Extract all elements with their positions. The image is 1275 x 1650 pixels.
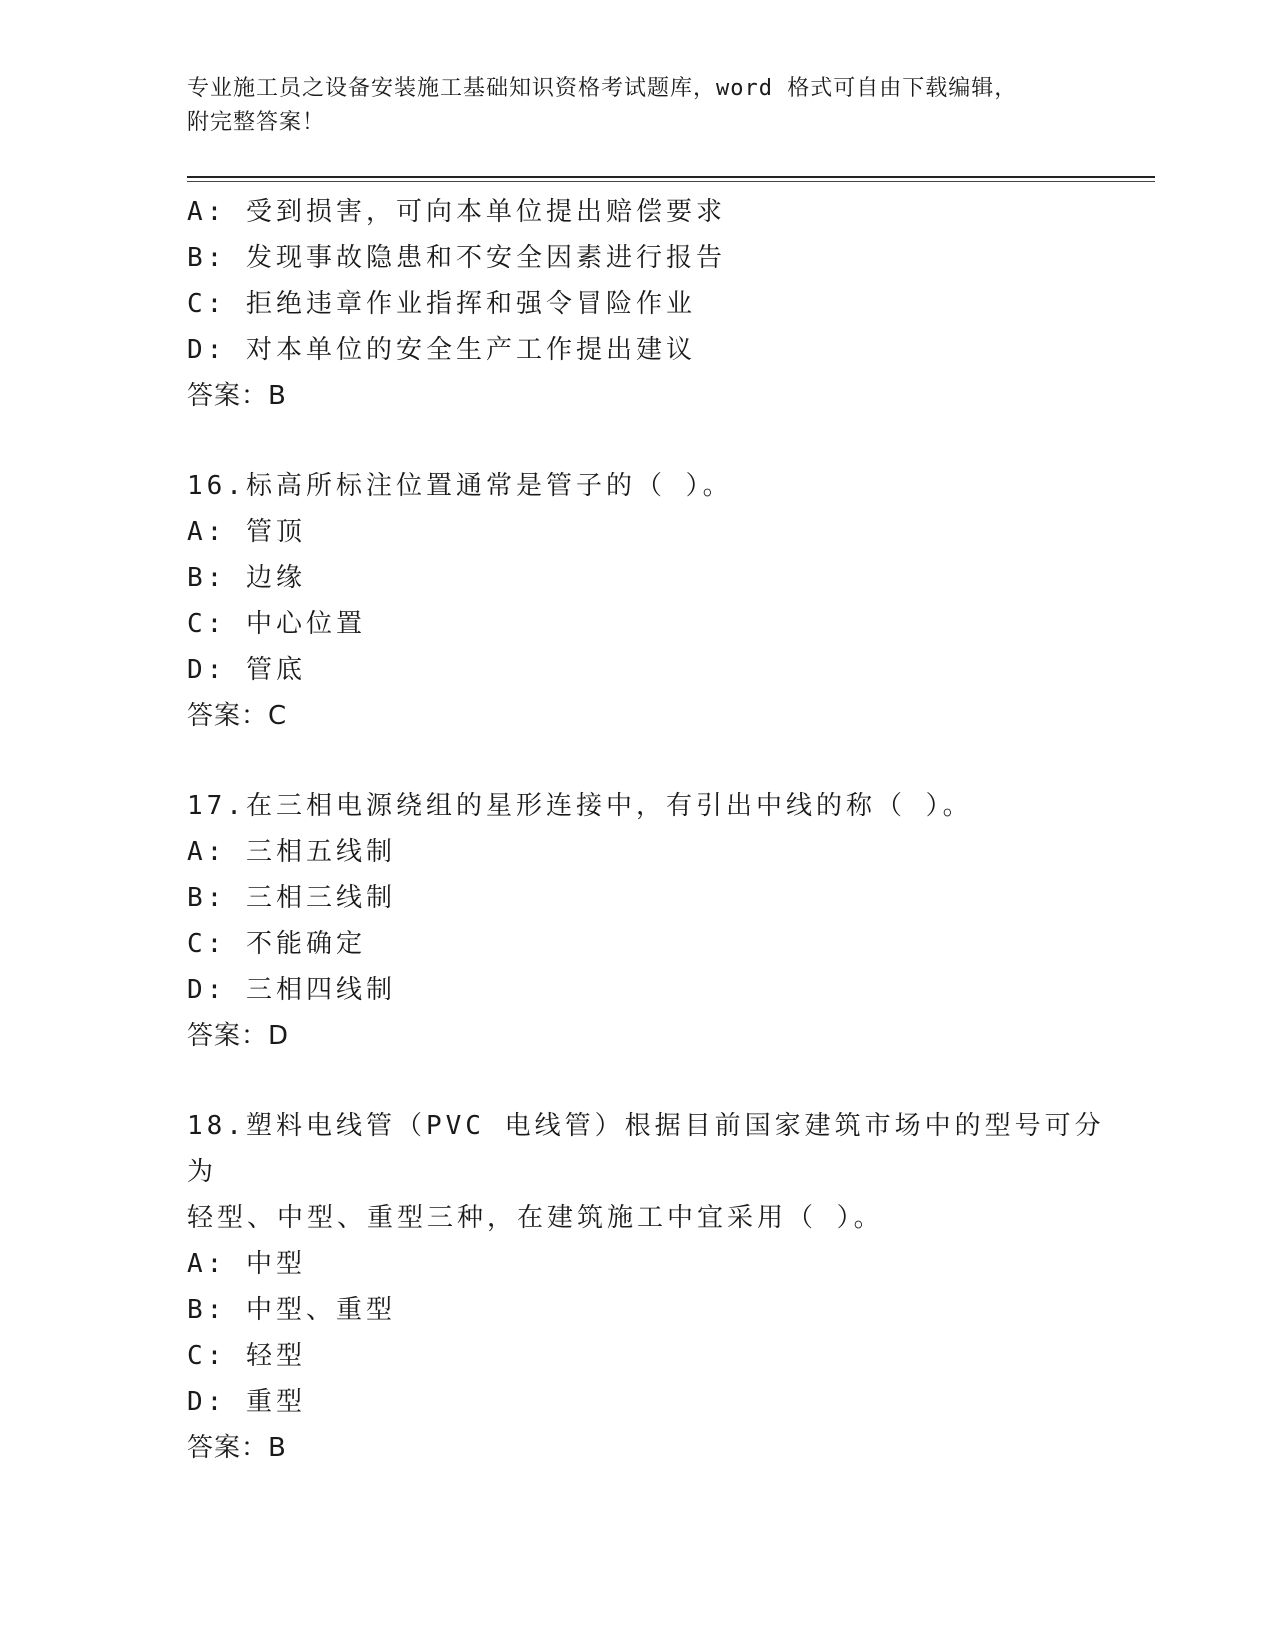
question-list [187,189,1127,1471]
header-divider-thin [187,181,1155,182]
spacer [187,739,1127,783]
question-title: 16.标高所标注位置通常是管子的（ ）。 [187,471,733,501]
header-line-2: 附完整答案！ [187,110,326,135]
answer-line: 答案：D [187,1021,290,1051]
option-b: B: 三相三线制 [187,883,396,913]
option-d: D: 三相四线制 [187,975,396,1005]
spacer [187,419,1127,463]
option-a: A: 管顶 [187,517,306,547]
header-line-1: 专业施工员之设备安装施工基础知识资格考试题库，word 格式可自由下载编辑， [187,76,1018,101]
option-c: C: 不能确定 [187,929,366,959]
document-header [187,72,1067,140]
answer-line: 答案：C [187,701,288,731]
answer-line: 答案：B [187,381,287,411]
question-title-line-1: 18.塑料电线管（PVC 电线管）根据目前国家建筑市场中的型号可分为 [187,1111,1105,1187]
question-15-continued [187,189,1127,419]
option-c: C: 中心位置 [187,609,366,639]
option-c: C: 轻型 [187,1341,306,1371]
option-a: A: 受到损害，可向本单位提出赔偿要求 [187,197,726,227]
option-d: D: 重型 [187,1387,306,1417]
header-divider-thick [187,176,1155,178]
option-b: B: 发现事故隐患和不安全因素进行报告 [187,243,726,273]
option-d: D: 对本单位的安全生产工作提出建议 [187,335,696,365]
option-b: B: 中型、重型 [187,1295,396,1325]
option-a: A: 三相五线制 [187,837,396,867]
answer-line: 答案：B [187,1433,287,1463]
option-c: C: 拒绝违章作业指挥和强令冒险作业 [187,289,696,319]
option-b: B: 边缘 [187,563,306,593]
question-title-line-2: 轻型、中型、重型三种，在建筑施工中宜采用（ ）。 [187,1203,884,1233]
option-a: A: 中型 [187,1249,306,1279]
spacer [187,1059,1127,1103]
question-18 [187,1103,1127,1471]
question-16 [187,463,1127,739]
option-d: D: 管底 [187,655,306,685]
question-17 [187,783,1127,1059]
question-title: 17.在三相电源绕组的星形连接中，有引出中线的称（ ）。 [187,791,973,821]
